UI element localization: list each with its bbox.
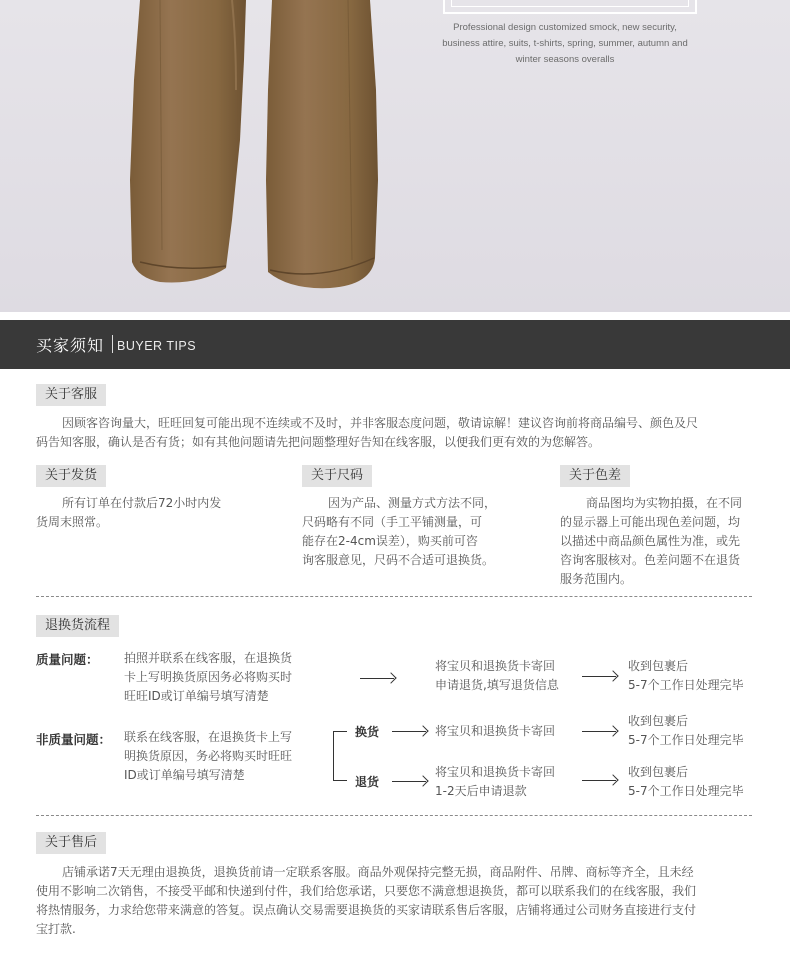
arrow-icon [582, 731, 616, 732]
text-line: 收到包裹后 [628, 659, 689, 673]
arrow-icon [582, 676, 616, 677]
shipping-tag: 关于发货 [36, 465, 106, 487]
text-line: 联系在线客服，在退换货卡上写 [124, 730, 293, 744]
text-line: 以描述中商品颜色属性为准，或先 [560, 534, 741, 548]
text-line: 服务范围内。 [560, 572, 633, 586]
header-title-en: BUYER TIPS [117, 339, 197, 353]
refund-step [435, 763, 595, 801]
tagline-line: business attire, suits, t-shirts, spring, summer, autumn and [442, 38, 688, 49]
text-line: 收到包裹后 [628, 765, 689, 779]
text-line: 旺旺ID或订单编号填写清楚 [124, 689, 269, 703]
tagline-frame [443, 0, 697, 14]
tagline [420, 20, 710, 68]
service-text [36, 414, 766, 452]
text-line: 将宝贝和退换货卡寄回 [435, 765, 556, 779]
text-line: 商品图均为实物拍摄，在不同 [586, 496, 743, 510]
returns-tag: 退换货流程 [36, 615, 119, 637]
color-tag: 关于色差 [560, 465, 630, 487]
header-title-cn: 买家须知 [36, 336, 105, 355]
text-line: 明换货原因，务必将购买时旺旺 [124, 749, 293, 763]
service-tag: 关于客服 [36, 384, 106, 406]
non-quality-label: 非质量问题： [36, 732, 112, 747]
text-line: 宝打款. [36, 922, 76, 936]
refund-label: 退货 [355, 775, 380, 789]
text-line: 因顾客咨询量大，旺旺回复可能出现不连续或不及时，并非客服态度问题，敬请谅解！建议咨询前将商品编号、颜色及尺 [62, 416, 699, 430]
branch-line [333, 731, 347, 732]
arrow-icon [392, 731, 426, 732]
text-line: 所有订单在付款后72小时内发 [62, 496, 222, 510]
quality-step3 [628, 657, 758, 695]
text-line: 5-7个工作日处理完毕 [628, 784, 744, 798]
text-line: 咨询客服核对。色差问题不在退货 [560, 553, 741, 567]
exchange-step [435, 722, 595, 741]
text-line: 询客服意见，尺码不合适可退换货。 [302, 553, 495, 567]
arrow-icon [392, 781, 426, 782]
text-line: 能存在2-4cm误差），购买前可咨 [302, 534, 478, 548]
text-line: 1-2天后申请退款 [435, 784, 527, 798]
shipping-text [36, 494, 266, 532]
divider [36, 596, 752, 597]
quality-step1 [124, 649, 324, 706]
text-line: 因为产品、测量方式方法不同， [328, 496, 497, 510]
size-text [302, 494, 532, 570]
color-text [560, 494, 760, 589]
text-line: 使用不影响二次销售，不接受平邮和快递到付件，我们给您承诺，只要您不满意想退换货，都可以联系我们的在线客服，我们 [36, 884, 697, 898]
aftersales-tag: 关于售后 [36, 832, 106, 854]
text-line: 将热情服务，力求给您带来满意的答复。误点确认交易需要退换货的买家请联系售后客服，店铺将通过公司财务直接进行支付 [36, 903, 697, 917]
size-tag: 关于尺码 [302, 465, 372, 487]
refund-result [628, 763, 758, 801]
exchange-result [628, 712, 758, 750]
tagline-line: Professional design customized smock, new security, [453, 22, 677, 33]
text-line: 拍照并联系在线客服，在退换货 [124, 651, 293, 665]
text-line: 收到包裹后 [628, 714, 689, 728]
text-line: 5-7个工作日处理完毕 [628, 678, 744, 692]
text-line: 5-7个工作日处理完毕 [628, 733, 744, 747]
arrow-icon [360, 678, 394, 679]
quality-step2 [435, 657, 595, 695]
divider [36, 815, 752, 816]
text-line: 申请退货,填写退货信息 [435, 678, 559, 692]
text-line: 尺码略有不同（手工平铺测量，可 [302, 515, 483, 529]
text-line: 店铺承诺7天无理由退换货，退换货前请一定联系客服。商品外观保持完整无损，商品附件、吊牌、商标等齐全，且未经 [62, 865, 694, 879]
product-hero-image [0, 0, 790, 312]
text-line: 将宝贝和退换货卡寄回 [435, 659, 556, 673]
branch-line [333, 780, 347, 781]
text-line: 将宝贝和退换货卡寄回 [435, 724, 556, 738]
text-line: 的显示器上可能出现色差问题，均 [560, 515, 741, 529]
branch-bracket [333, 731, 334, 781]
quality-label: 质量问题： [36, 652, 99, 667]
aftersales-text [36, 863, 766, 939]
text-line: 卡上写明换货原因务必将购买时 [124, 670, 293, 684]
exchange-label: 换货 [355, 725, 380, 739]
tagline-line: winter seasons overalls [515, 54, 615, 65]
non-quality-step1 [124, 728, 324, 785]
text-line: ID或订单编号填写清楚 [124, 768, 245, 782]
arrow-icon [582, 780, 616, 781]
buyer-tips-header [0, 320, 790, 369]
header-divider [112, 335, 113, 353]
text-line: 货周末照常。 [36, 515, 109, 529]
text-line: 码告知客服，确认是否有货；如有其他问题请先把问题整理好告知在线客服，以便我们更有效的为您解答。 [36, 435, 601, 449]
